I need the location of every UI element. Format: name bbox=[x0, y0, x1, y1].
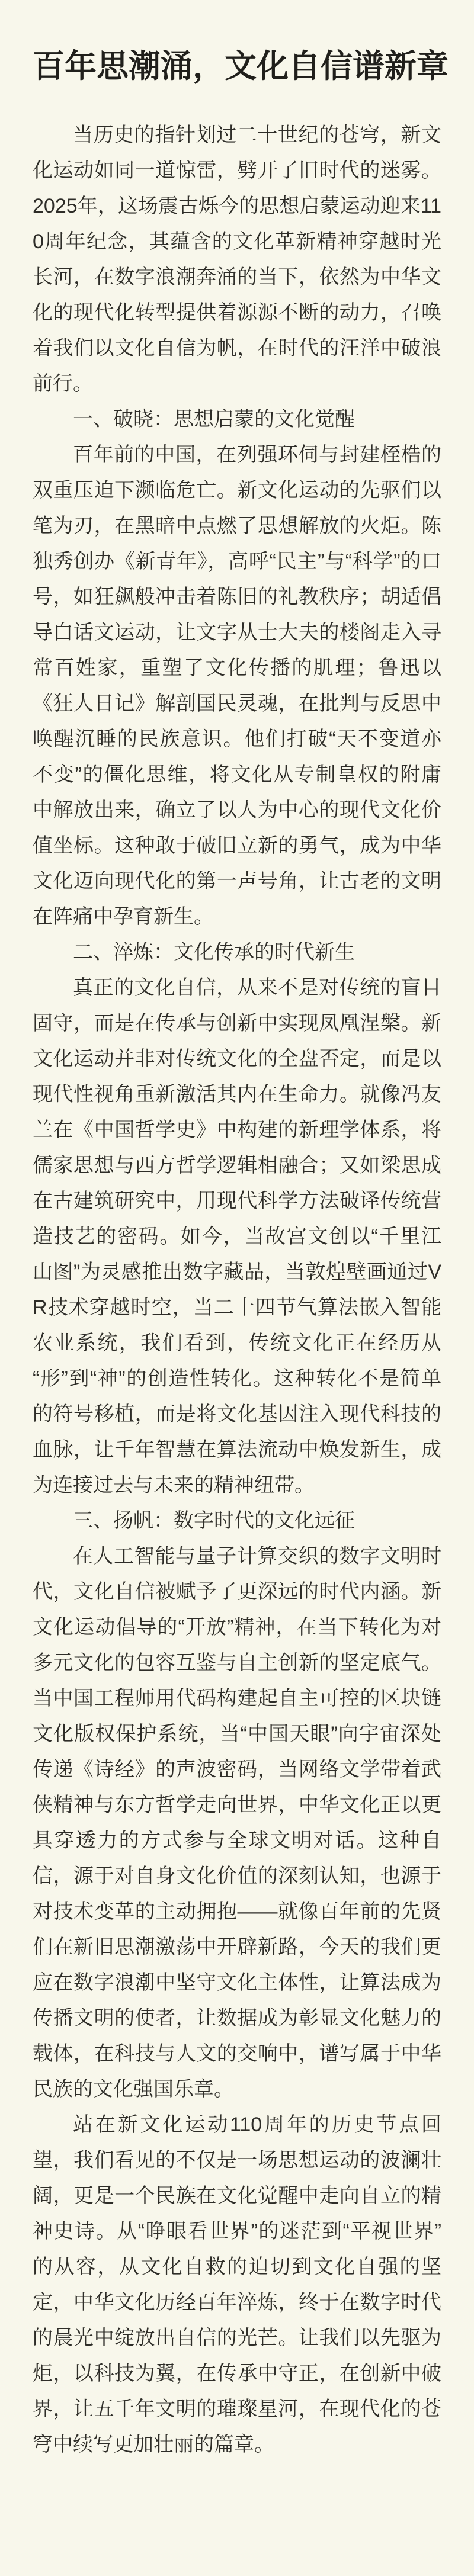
section-heading: 一、破晓：思想启蒙的文化觉醒 bbox=[73, 408, 355, 431]
paragraph: 当历史的指针划过二十世纪的苍穹，新文化运动如同一道惊雷，劈开了旧时代的迷雾。2025年，这场震古烁今的思想启蒙运动迎来110周年纪念，其蕴含的文化革新精神穿越时光长河，在数字浪潮奔涌的当下，依然为中华文化的现代化转型提供着源源不断的动力，召唤着我们以文化自信为帆，在时代的汪洋中破浪前行。 bbox=[33, 124, 441, 395]
section-heading: 二、淬炼：文化传承的时代新生 bbox=[73, 941, 355, 963]
article-body bbox=[33, 117, 441, 2462]
paragraph: 站在新文化运动110周年的历史节点回望，我们看见的不仅是一场思想运动的波澜壮阔，更是一个民族在文化觉醒中走向自立的精神史诗。从“睁眼看世界”的迷茫到“平视世界”的从容，从文化自救的迫切到文化自强的坚定，中华文化历经百年淬炼，终于在数字时代的晨光中绽放出自信的光芒。让我们以先驱为炬，以科技为翼，在传承中守正，在创新中破界，让五千年文明的璀璨星河，在现代化的苍穹中续写更加壮丽的篇章。 bbox=[33, 2114, 441, 2456]
section-heading: 三、扬帆：数字时代的文化远征 bbox=[73, 1509, 355, 1532]
paragraph: 真正的文化自信，从来不是对传统的盲目固守，而是在传承与创新中实现凤凰涅槃。新文化运动并非对传统文化的全盘否定，而是以现代性视角重新激活其内在生命力。就像冯友兰在《中国哲学史》中构建的新理学体系，将儒家思想与西方哲学逻辑相融合；又如梁思成在古建筑研究中，用现代科学方法破译传统营造技艺的密码。如今，当故宫文创以“千里江山图”为灵感推出数字藏品，当敦煌壁画通过VR技术穿越时空，当二十四节气算法嵌入智能农业系统，我们看到，传统文化正在经历从“形”到“神”的创造性转化。这种转化不是简单的符号移植，而是将文化基因注入现代科技的血脉，让千年智慧在算法流动中焕发新生，成为连接过去与未来的精神纽带。 bbox=[33, 977, 441, 1496]
article-title: 百年思潮涌，文化自信谱新章 bbox=[33, 49, 449, 84]
paragraph: 在人工智能与量子计算交织的数字文明时代，文化自信被赋予了更深远的时代内涵。新文化运动倡导的“开放”精神，在当下转化为对多元文化的包容互鉴与自主创新的坚定底气。当中国工程师用代码构建起自主可控的区块链文化版权保护系统，当“中国天眼”向宇宙深处传递《诗经》的声波密码，当网络文学带着武侠精神与东方哲学走向世界，中华文化正以更具穿透力的方式参与全球文明对话。这种自信，源于对自身文化价值的深刻认知，也源于对技术变革的主动拥抱——就像百年前的先贤们在新旧思潮激荡中开辟新路，今天的我们更应在数字浪潮中坚守文化主体性，让算法成为传播文明的使者，让数据成为彰显文化魅力的载体，在科技与人文的交响中，谱写属于中华民族的文化强国乐章。 bbox=[33, 1545, 441, 2100]
paragraph: 百年前的中国，在列强环伺与封建桎梏的双重压迫下濒临危亡。新文化运动的先驱们以笔为刃，在黑暗中点燃了思想解放的火炬。陈独秀创办《新青年》，高呼“民主”与“科学”的口号，如狂飙般冲击着陈旧的礼教秩序；胡适倡导白话文运动，让文字从士大夫的楼阁走入寻常百姓家，重塑了文化传播的肌理；鲁迅以《狂人日记》解剖国民灵魂，在批判与反思中唤醒沉睡的民族意识。他们打破“天不变道亦不变”的僵化思维，将文化从专制皇权的附庸中解放出来，确立了以人为中心的现代文化价值坐标。这种敢于破旧立新的勇气，成为中华文化迈向现代化的第一声号角，让古老的文明在阵痛中孕育新生。 bbox=[33, 444, 441, 928]
